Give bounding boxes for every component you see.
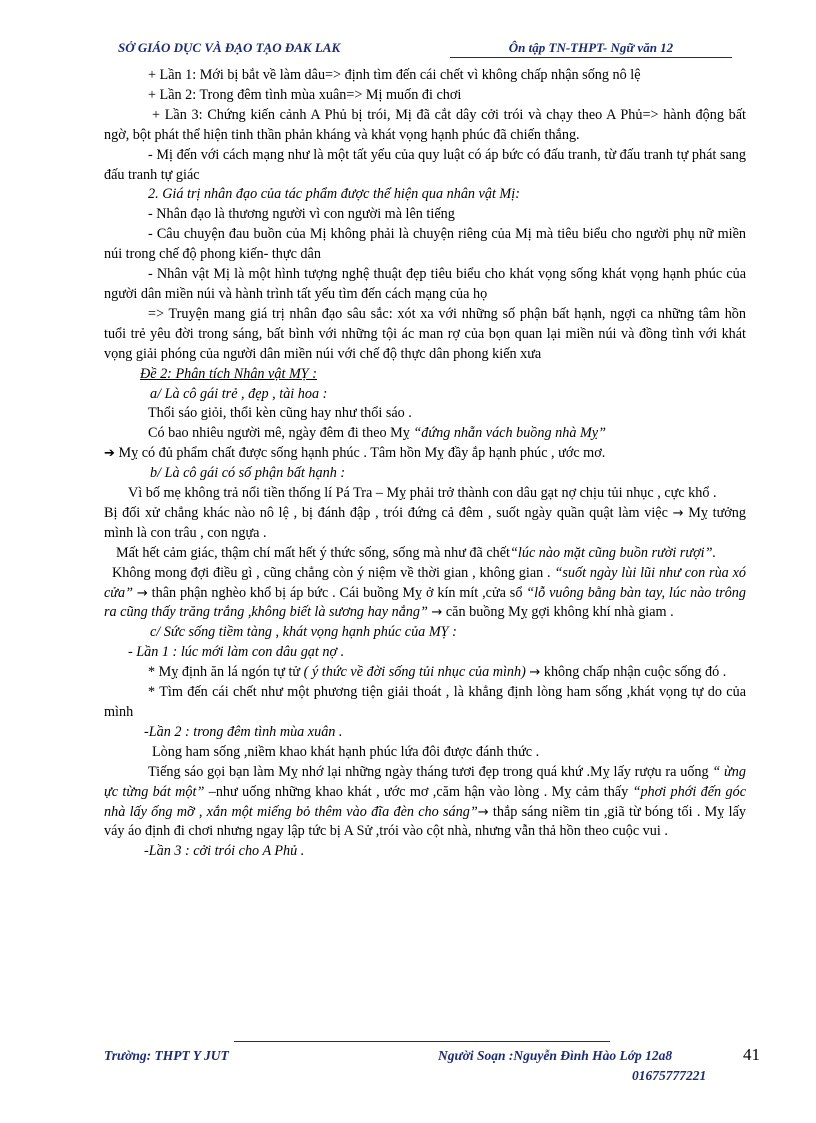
text-run: thắp sáng niềm tin ,giã từ bóng tối . Mỵ lấy váy áo định đi chơi nhưng ngay lập tức bị A Sử ,trói vào cột nhà, nhưng vẫn thả hồn theo cuộc vui . <box>104 803 746 840</box>
section-heading: 2. Giá trị nhân đạo của tác phẩm được thể hiện qua nhân vật Mị: <box>148 186 520 203</box>
arrow-right-icon: → <box>477 804 489 820</box>
arrow-right-icon: → <box>672 505 684 521</box>
text-run: không chấp nhận cuộc sống đó . <box>540 664 727 681</box>
paragraph: Lòng ham sống ,niềm khao khát hạnh phúc lứa đôi được đánh thức . <box>152 743 540 760</box>
arrow-right-icon: → <box>431 605 443 621</box>
paragraph <box>104 564 746 624</box>
paragraph: - Nhân vật Mị là một hình tượng nghệ thuật đẹp tiêu biểu cho khát vọng sống khát vọng hạnh phúc của người dân miền núi và hành trình tất yếu tìm đến cách mạng của họ <box>104 266 746 302</box>
quote: “lúc nào mặt cũng buồn rười rượi”. <box>510 544 717 561</box>
subheading: b/ Là cô gái có số phận bất hạnh : <box>150 465 346 482</box>
text-run: Không mong đợi điều gì , cũng chẳng còn ý niệm về thời gian , không gian . <box>112 564 555 581</box>
subheading: Lần 1 : lúc mới làm con dâu gạt nợ . <box>136 644 345 661</box>
subheading: c/ Sức sống tiềm tàng , khát vọng hạnh phúc của MỴ : <box>150 624 457 641</box>
footer-phone: 01675777221 <box>632 1068 707 1083</box>
arrow-right-icon: ➔ <box>104 446 115 462</box>
arrow-right-icon: → <box>529 665 541 681</box>
page-footer <box>104 1045 764 1088</box>
paragraph: Vì bố mẹ không trả nổi tiền thống lí Pá Tra – Mỵ phải trở thành con dâu gạt nợ chịu tủi nhục , cực khổ . <box>128 485 717 502</box>
text-run: - <box>128 644 137 661</box>
text-run: Bị đối xử chẳng khác nào nô lệ , bị đánh đập , trói đứng cả đêm , suốt ngày quần quật làm việc <box>104 504 673 521</box>
page-header <box>118 40 738 60</box>
header-course-title: Ôn tập TN-THPT- Ngữ văn 12 <box>450 40 732 58</box>
page-number: 41 <box>743 1045 760 1064</box>
document-body <box>104 66 746 862</box>
paragraph: - Nhân đạo là thương người vì con người mà lên tiếng <box>148 206 455 223</box>
footer-school: Trường: THPT Y JUT <box>104 1048 229 1063</box>
text-run: căn buồng Mỵ gợi không khí nhà giam . <box>442 604 674 621</box>
paragraph: * Tìm đến cái chết như một phương tiện giải thoát , là khẳng định lòng ham sống ,khát vọng tự do của mình <box>104 684 746 720</box>
quote: “phơi phới đến góc nhà lấy ống mỡ , xắn một miếng bỏ thêm vào đĩa đèn cho sáng” <box>104 783 746 820</box>
paragraph: + Lần 2: Trong đêm tình mùa xuân=> Mị muốn đi chơi <box>148 86 462 103</box>
paragraph: + Lần 1: Mới bị bắt về làm dâu=> định tìm đến cái chết vì không chấp nhận sống nô lệ <box>148 67 641 83</box>
text-run: Mỵ tưởng mình là con trâu , con ngựa . <box>104 504 746 541</box>
quote: “suốt ngày lùi lũi như con rùa xó cửa” <box>104 564 746 601</box>
quote: “lỗ vuông bằng bàn tay, lúc nào trông ra cũng thấy trăng trắng ,không biết là sương hay nắng” <box>104 584 746 621</box>
quote: “đứng nhẵn vách buồng nhà Mỵ” <box>413 425 606 442</box>
text-run: Có bao nhiêu người mê, ngày đêm đi theo Mỵ <box>148 425 414 442</box>
paragraph <box>104 544 746 564</box>
paragraph <box>104 663 746 683</box>
paragraph: => Truyện mang giá trị nhân đạo sâu sắc: xót xa với những số phận bất hạnh, ngợi ca những tâm hồn tuổi trẻ yêu đời trong sáng, bất bình với những tội ác man rợ của bọn quan lại miền núi và đồng tình với khát vọng giải phóng của người dân miền núi với chế độ thực dân phong kiến xưa <box>104 305 746 362</box>
footer-author: Người Soạn :Nguyễn Đình Hào Lớp 12a8 <box>438 1048 673 1063</box>
subheading: -Lần 3 : cởi trói cho A Phủ . <box>144 843 305 860</box>
text-run: –như uống những khao khát , ước mơ ,căm hận vào lòng . Mỵ cảm thấy <box>204 783 633 800</box>
quote: “ ừng ực từng bát một” <box>104 763 746 800</box>
subheading: -Lần 2 : trong đêm tình mùa xuân . <box>144 723 343 740</box>
text-run: Mỵ có đủ phẩm chất được sống hạnh phúc . Tâm hồn Mỵ đầy ắp hạnh phúc , ước mơ. <box>114 445 606 462</box>
paragraph: Thổi sáo giỏi, thổi kèn cũng hay như thổi sáo . <box>148 405 412 422</box>
subheading: a/ Là cô gái trẻ , đẹp , tài hoa : <box>150 385 328 402</box>
text-run: Tiếng sáo gọi bạn làm Mỵ nhớ lại những ngày tháng tươi đẹp trong quá khứ .Mỵ lấy rượu ra uống <box>148 763 713 780</box>
paragraph <box>104 424 746 444</box>
paragraph <box>104 444 746 464</box>
paragraph <box>104 504 746 544</box>
paragraph <box>104 643 746 663</box>
text-run: * Mỵ định ăn lá ngón tự tử <box>148 664 304 681</box>
paragraph <box>104 763 746 843</box>
paragraph: - Mị đến với cách mạng như là một tất yếu của quy luật có áp bức có đấu tranh, từ đấu tranh tự phát sang đấu tranh tự giác <box>104 146 746 183</box>
arrow-right-icon: → <box>136 585 148 601</box>
text-run: thân phận nghèo khổ bị áp bức . Cái buồng Mỵ ở kín mít ,cửa sổ <box>147 584 527 601</box>
paragraph: - Câu chuyện đau buồn của Mị không phải là chuyện riêng của Mị mà tiêu biểu cho người phụ nữ miền núi trong chế độ phong kiến- thực dân <box>104 226 746 263</box>
header-department: SỞ GIÁO DỤC VÀ ĐẠO TẠO ĐAK LAK <box>118 40 341 55</box>
quote: ( ý thức về đời sống tủi nhục của mình) <box>303 664 526 681</box>
topic-heading: Đề 2: Phân tích Nhân vật MỴ : <box>140 365 317 382</box>
paragraph: + Lần 3: Chứng kiến cảnh A Phủ bị trói, Mị đã cắt dây cởi trói và chạy theo A Phủ=> hành động bất ngờ, bột phát thể hiện tinh thần phản kháng và khát vọng hạnh phúc đã chiến thắng. <box>104 106 746 143</box>
text-run: Mất hết cảm giác, thậm chí mất hết ý thức sống, sống mà như đã chết <box>116 544 511 561</box>
footer-divider <box>234 1041 610 1042</box>
